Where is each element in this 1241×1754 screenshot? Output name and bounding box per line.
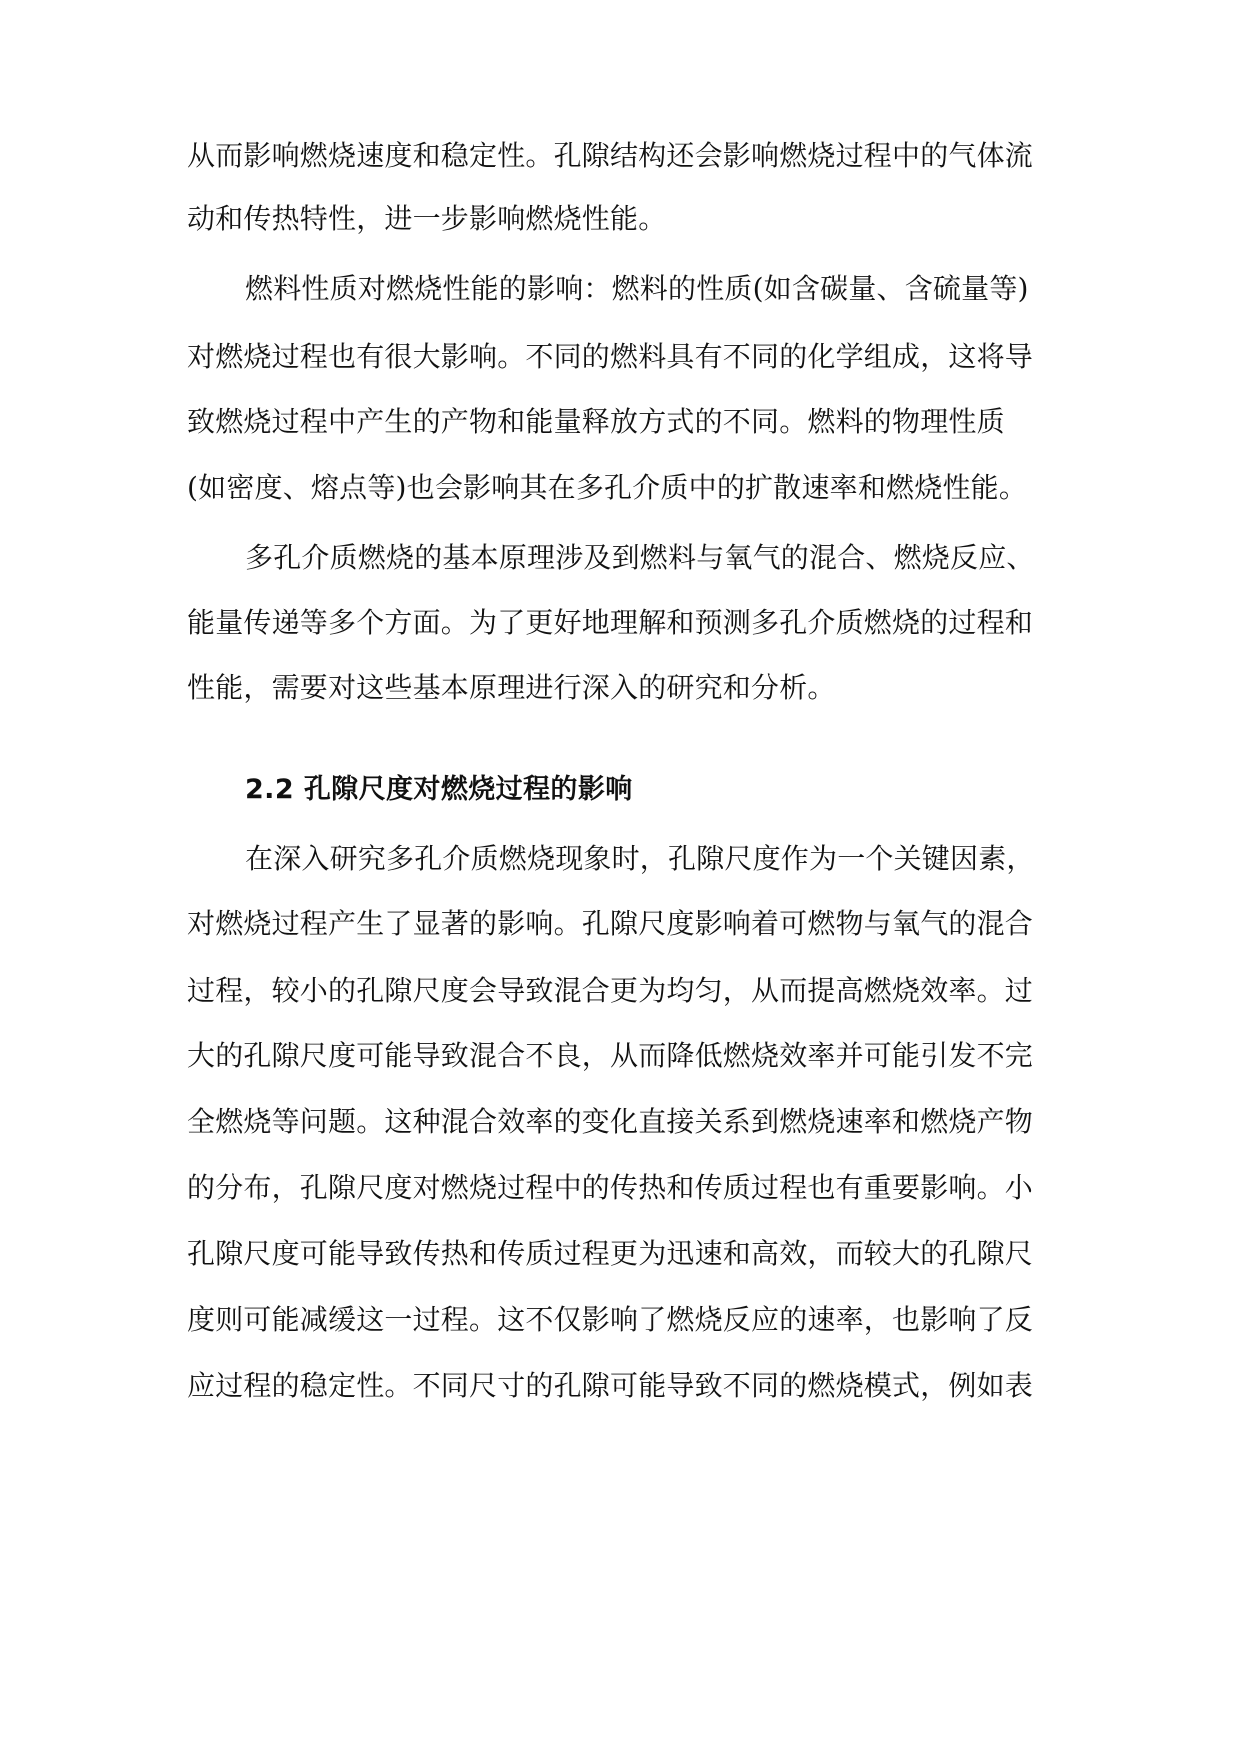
body-text-line: 对燃烧过程产生了显著的影响。孔隙尺度影响着可燃物与氧气的混合: [187, 907, 1034, 940]
paragraph-first-line: 多孔介质燃烧的基本原理涉及到燃料与氧气的混合、燃烧反应、: [245, 541, 1035, 574]
body-text-line: 致燃烧过程中产生的产物和能量释放方式的不同。燃料的物理性质: [187, 405, 1005, 438]
body-text-line: 全燃烧等问题。这种混合效率的变化直接关系到燃烧速率和燃烧产物: [187, 1105, 1034, 1138]
body-text-line: 应过程的稳定性。不同尺寸的孔隙可能导致不同的燃烧模式，例如表: [187, 1369, 1034, 1402]
body-text-line: 对燃烧过程也有很大影响。不同的燃料具有不同的化学组成，这将导: [187, 340, 1034, 373]
paragraph-first-line: 燃料性质对燃烧性能的影响：燃料的性质(如含碳量、含硫量等): [245, 272, 1029, 305]
section-heading: 2.2 孔隙尺度对燃烧过程的影响: [245, 774, 633, 805]
body-text-line: 度则可能减缓这一过程。这不仅影响了燃烧反应的速率，也影响了反: [187, 1303, 1034, 1336]
body-text-line: 的分布，孔隙尺度对燃烧过程中的传热和传质过程也有重要影响。小: [187, 1171, 1034, 1204]
body-text-line: 从而影响燃烧速度和稳定性。孔隙结构还会影响燃烧过程中的气体流: [187, 139, 1034, 172]
body-text-line: (如密度、熔点等)也会影响其在多孔介质中的扩散速率和燃烧性能。: [187, 471, 1028, 504]
body-text-line: 性能，需要对这些基本原理进行深入的研究和分析。: [187, 671, 836, 704]
body-text-line: 孔隙尺度可能导致传热和传质过程更为迅速和高效，而较大的孔隙尺: [187, 1237, 1034, 1270]
body-text-line: 动和传热特性，进一步影响燃烧性能。: [187, 202, 667, 235]
paragraph-first-line: 在深入研究多孔介质燃烧现象时，孔隙尺度作为一个关键因素，: [245, 842, 1035, 875]
body-text-line: 能量传递等多个方面。为了更好地理解和预测多孔介质燃烧的过程和: [187, 606, 1034, 639]
body-text-line: 过程，较小的孔隙尺度会导致混合更为均匀，从而提高燃烧效率。过: [187, 974, 1034, 1007]
body-text-line: 大的孔隙尺度可能导致混合不良，从而降低燃烧效率并可能引发不完: [187, 1039, 1034, 1072]
